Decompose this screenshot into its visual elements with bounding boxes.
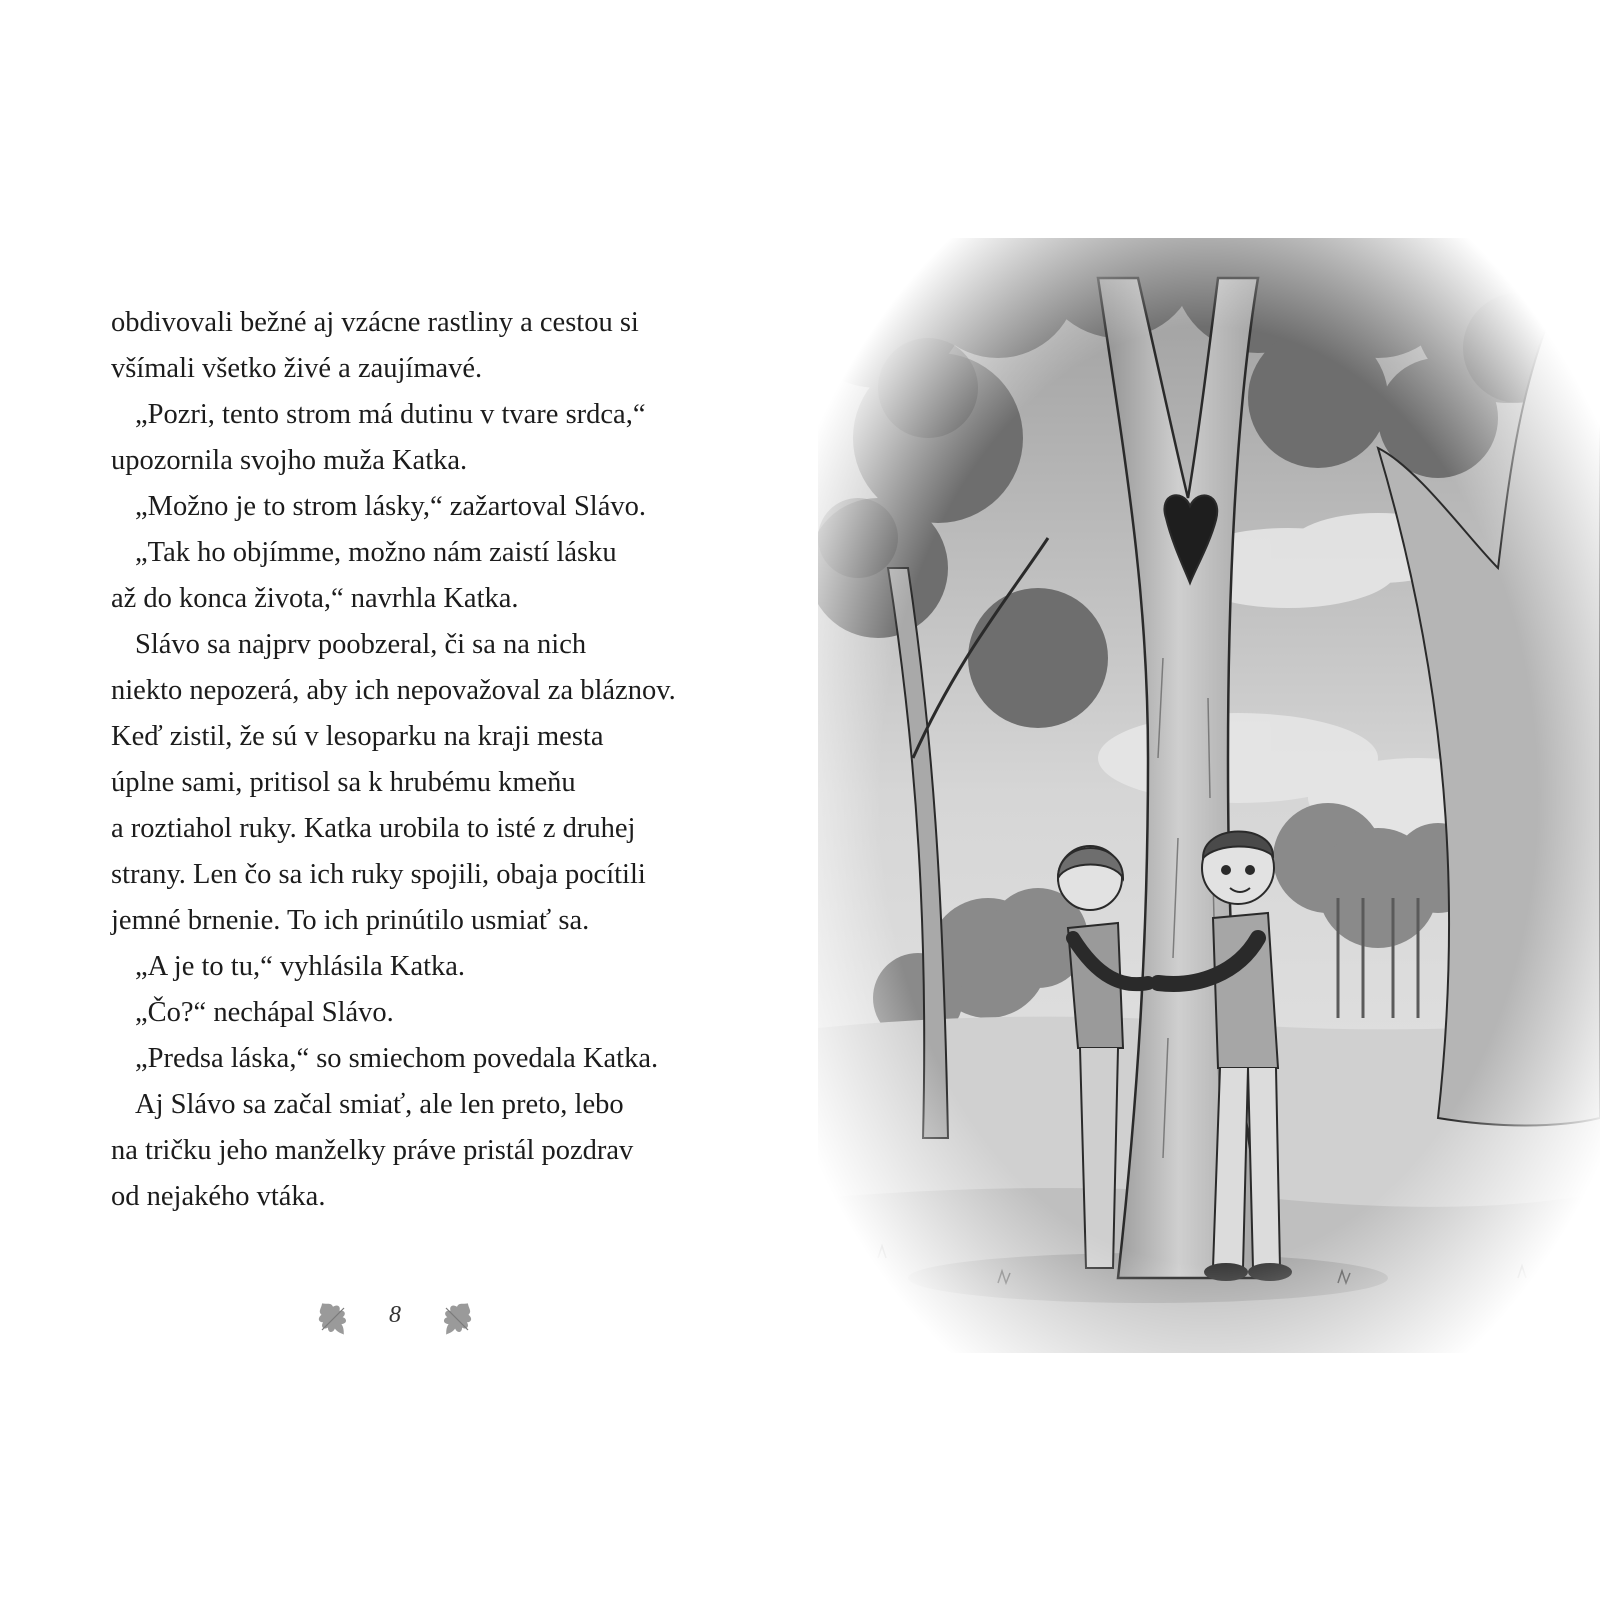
text-line: „Pozri, tento strom má dutinu v tvare srdca,“ <box>135 399 646 430</box>
oak-leaf-icon <box>434 1296 480 1342</box>
text-line: upozornila svojho muža Katka. <box>111 445 468 476</box>
text-line: a roztiahol ruky. Katka urobila to isté z druhej <box>111 813 636 844</box>
text-line: od nejakého vtáka. <box>111 1181 326 1212</box>
text-line: „Možno je to strom lásky,“ zažartoval Slávo. <box>135 491 646 522</box>
tree-hug-illustration <box>818 238 1600 1353</box>
text-line: jemné brnenie. To ich prinútilo usmiať sa. <box>111 905 590 936</box>
text-line: „Tak ho objímme, možno nám zaistí lásku <box>135 537 617 568</box>
oak-leaf-icon <box>310 1296 356 1342</box>
page-folio <box>310 1296 480 1346</box>
text-line: na tričku jeho manželky práve pristál pozdrav <box>111 1135 634 1166</box>
text-line: obdivovali bežné aj vzácne rastliny a cestou si <box>111 307 639 338</box>
text-line: Slávo sa najprv poobzeral, či sa na nich <box>135 629 587 660</box>
text-line: všímali všetko živé a zaujímavé. <box>111 353 483 384</box>
text-line: Aj Slávo sa začal smiať, ale len preto, lebo <box>135 1089 624 1120</box>
body-text <box>111 300 711 1220</box>
text-line: „Čo?“ nechápal Slávo. <box>135 997 394 1028</box>
page-number: 8 <box>389 1302 401 1328</box>
text-line: až do konca života,“ navrhla Katka. <box>111 583 519 614</box>
text-line: „A je to tu,“ vyhlásila Katka. <box>135 951 466 982</box>
text-line: úplne sami, pritisol sa k hrubému kmeňu <box>111 767 576 798</box>
text-line: strany. Len čo sa ich ruky spojili, obaja pocítili <box>111 859 646 890</box>
text-line: niekto nepozerá, aby ich nepovažoval za bláznov. <box>111 675 676 706</box>
text-line: Keď zistil, že sú v lesoparku na kraji mesta <box>111 721 604 752</box>
text-line: „Predsa láska,“ so smiechom povedala Katka. <box>135 1043 659 1074</box>
